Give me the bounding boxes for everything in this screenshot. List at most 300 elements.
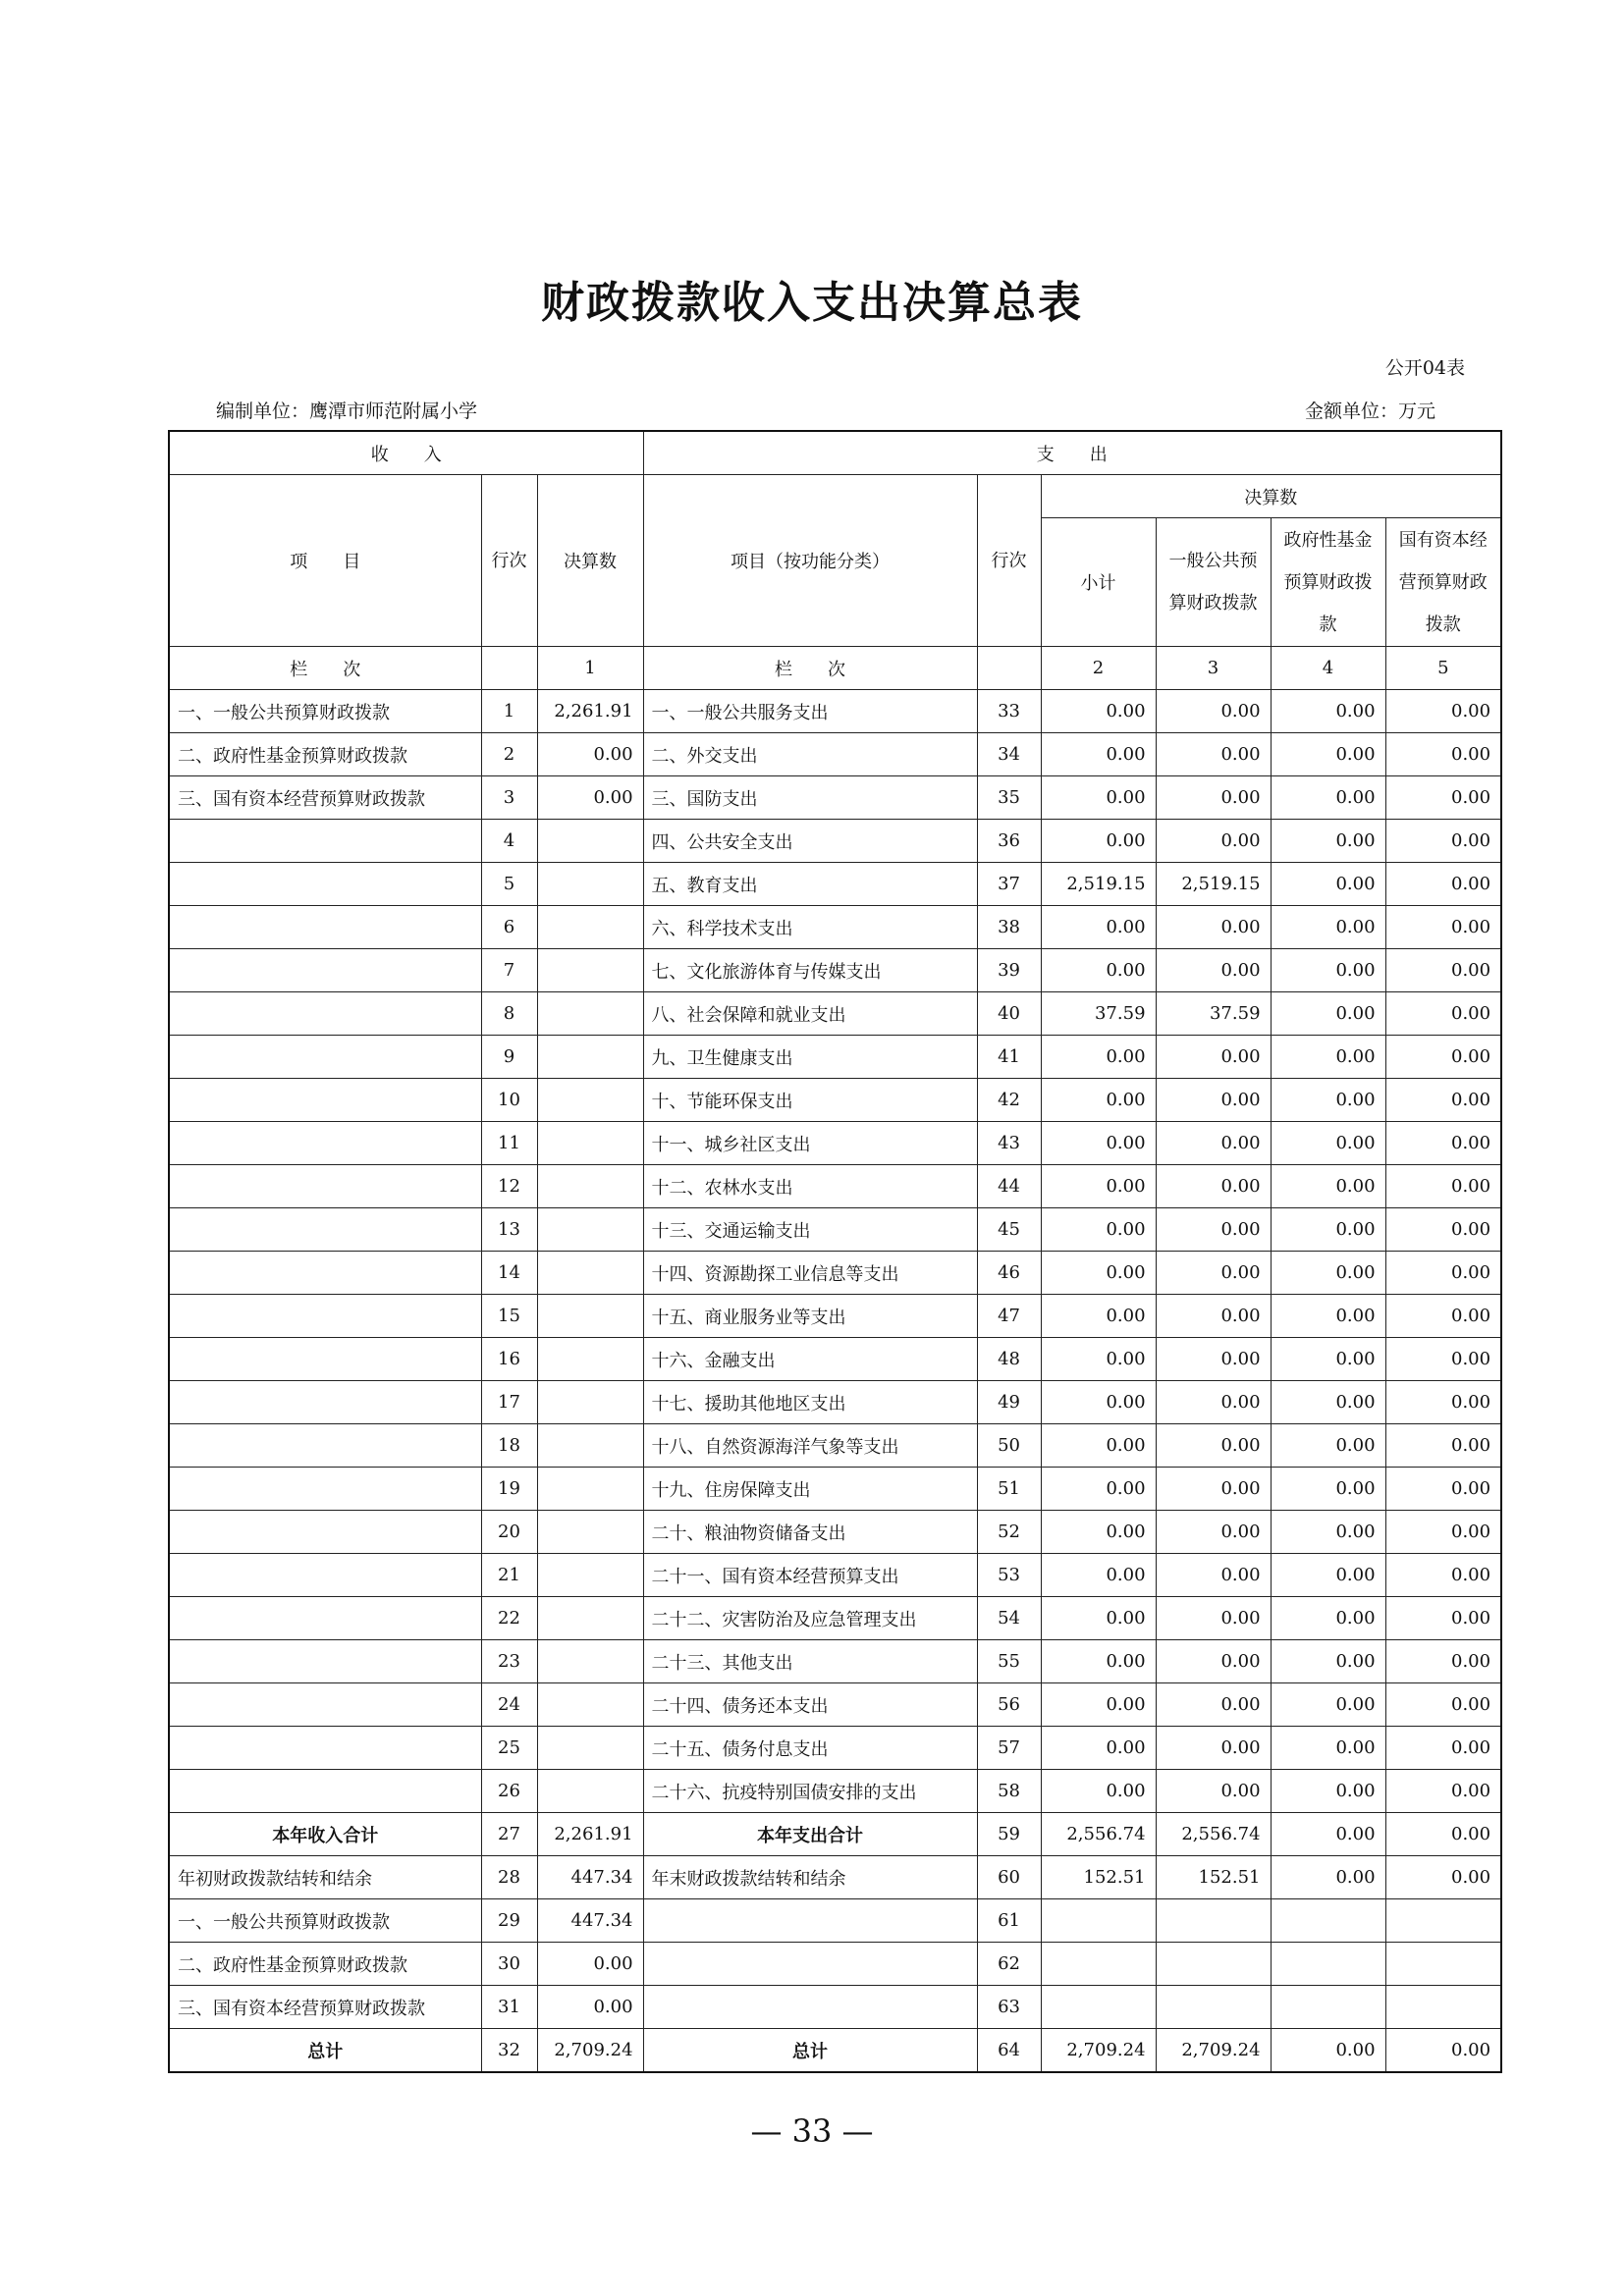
income-line-no: 1: [481, 690, 537, 733]
income-amount: [537, 1640, 643, 1683]
expense-item: 十八、自然资源海洋气象等支出: [643, 1424, 977, 1468]
subtotal-value: 0.00: [1041, 690, 1156, 733]
expense-line-no: 50: [977, 1424, 1041, 1468]
general-budget-value: 0.00: [1156, 820, 1271, 863]
lanci-col-3: 3: [1156, 647, 1271, 690]
income-item: [169, 1424, 481, 1468]
gov-fund-value: 0.00: [1271, 1856, 1385, 1899]
expense-item: 八、社会保障和就业支出: [643, 992, 977, 1036]
expense-line-no: 54: [977, 1597, 1041, 1640]
general-budget-value: 2,556.74: [1156, 1813, 1271, 1856]
income-item: [169, 1165, 481, 1208]
income-line-no: 4: [481, 820, 537, 863]
expense-item: 七、文化旅游体育与传媒支出: [643, 949, 977, 992]
gov-fund-value: 0.00: [1271, 820, 1385, 863]
expense-item: 本年支出合计: [643, 1813, 977, 1856]
income-line-no: 9: [481, 1036, 537, 1079]
gov-fund-value: 0.00: [1271, 1036, 1385, 1079]
general-budget-value: 0.00: [1156, 1727, 1271, 1770]
table-row: [169, 1554, 1501, 1597]
income-line-no: 6: [481, 906, 537, 949]
income-line-no: 17: [481, 1381, 537, 1424]
state-capital-value: 0.00: [1385, 1511, 1501, 1554]
expense-item: 九、卫生健康支出: [643, 1036, 977, 1079]
general-budget-value: 0.00: [1156, 1683, 1271, 1727]
income-line-no: 29: [481, 1899, 537, 1943]
reporting-unit: 编制单位：鹰潭市师范附属小学: [216, 400, 478, 422]
general-budget-value: 0.00: [1156, 1468, 1271, 1511]
table-row: [169, 733, 1501, 776]
expense-item: 二十、粮油物资储备支出: [643, 1511, 977, 1554]
income-amount: [537, 1554, 643, 1597]
expense-item: 十、节能环保支出: [643, 1079, 977, 1122]
income-item: [169, 1640, 481, 1683]
expense-line-no: 33: [977, 690, 1041, 733]
expense-item: 五、教育支出: [643, 863, 977, 906]
income-item: [169, 992, 481, 1036]
table-row: [169, 1381, 1501, 1424]
general-budget-value: 0.00: [1156, 1036, 1271, 1079]
subtotal-value: 0.00: [1041, 820, 1156, 863]
state-capital-value: 0.00: [1385, 690, 1501, 733]
income-item: [169, 1554, 481, 1597]
expense-item: 总计: [643, 2029, 977, 2073]
subtotal-value: 0.00: [1041, 1079, 1156, 1122]
lanci-col-1: 1: [537, 647, 643, 690]
table-row: [169, 776, 1501, 820]
gov-fund-value: [1271, 1986, 1385, 2029]
income-amount: [537, 1727, 643, 1770]
income-line-header: 行次: [481, 475, 537, 647]
expense-line-no: 52: [977, 1511, 1041, 1554]
income-line-no: 3: [481, 776, 537, 820]
gov-fund-value: [1271, 1899, 1385, 1943]
gov-fund-value: 0.00: [1271, 906, 1385, 949]
state-capital-value: 0.00: [1385, 1727, 1501, 1770]
lanci-col-2: 2: [1041, 647, 1156, 690]
form-number: 公开04表: [1384, 357, 1465, 379]
subtotal-value: [1041, 1986, 1156, 2029]
subtotal-value: 0.00: [1041, 906, 1156, 949]
income-amount: 0.00: [537, 1986, 643, 2029]
income-item: 二、政府性基金预算财政拨款: [169, 733, 481, 776]
appropriation-summary-table: [168, 430, 1502, 2073]
table-row: [169, 863, 1501, 906]
subtotal-value: 152.51: [1041, 1856, 1156, 1899]
income-line-no: 12: [481, 1165, 537, 1208]
state-capital-value: 0.00: [1385, 1424, 1501, 1468]
state-capital-value: 0.00: [1385, 949, 1501, 992]
general-budget-value: 0.00: [1156, 1252, 1271, 1295]
table-row: [169, 1208, 1501, 1252]
gov-fund-value: 0.00: [1271, 1208, 1385, 1252]
gov-fund-value: 0.00: [1271, 1165, 1385, 1208]
income-line-no: 23: [481, 1640, 537, 1683]
table-row: [169, 690, 1501, 733]
state-capital-value: 0.00: [1385, 1036, 1501, 1079]
lanci-label-2: 栏 次: [643, 647, 977, 690]
expense-item: [643, 1943, 977, 1986]
income-amount: [537, 906, 643, 949]
expense-item: 十九、住房保障支出: [643, 1468, 977, 1511]
expense-line-no: 57: [977, 1727, 1041, 1770]
subtotal-value: 0.00: [1041, 1252, 1156, 1295]
table-row: [169, 1727, 1501, 1770]
gov-fund-value: 0.00: [1271, 2029, 1385, 2073]
general-budget-value: [1156, 1986, 1271, 2029]
general-budget-header: 一般公共预算财政拨款: [1156, 518, 1271, 647]
subtotal-value: 0.00: [1041, 1295, 1156, 1338]
income-item: [169, 1079, 481, 1122]
state-capital-value: 0.00: [1385, 820, 1501, 863]
income-amount: [537, 1597, 643, 1640]
table-row: [169, 1338, 1501, 1381]
general-budget-value: 0.00: [1156, 690, 1271, 733]
expense-item: 十三、交通运输支出: [643, 1208, 977, 1252]
subtotal-value: 0.00: [1041, 1554, 1156, 1597]
income-amount: [537, 1036, 643, 1079]
expense-item-header: 项目（按功能分类）: [643, 475, 977, 647]
expense-item: 二、外交支出: [643, 733, 977, 776]
table-row: [169, 1813, 1501, 1856]
subtotal-value: 0.00: [1041, 1468, 1156, 1511]
general-budget-value: 0.00: [1156, 1770, 1271, 1813]
table-row: [169, 992, 1501, 1036]
subtotal-value: 0.00: [1041, 1683, 1156, 1727]
gov-fund-value: 0.00: [1271, 1727, 1385, 1770]
table-row: [169, 1036, 1501, 1079]
subtotal-value: 2,709.24: [1041, 2029, 1156, 2073]
income-line-no: 25: [481, 1727, 537, 1770]
gov-fund-value: 0.00: [1271, 1338, 1385, 1381]
income-item: 三、国有资本经营预算财政拨款: [169, 1986, 481, 2029]
income-line-no: 19: [481, 1468, 537, 1511]
expense-line-no: 51: [977, 1468, 1041, 1511]
income-amount: [537, 1683, 643, 1727]
table-row: [169, 1122, 1501, 1165]
income-line-no: 28: [481, 1856, 537, 1899]
income-item: [169, 906, 481, 949]
gov-fund-header: 政府性基金预算财政拨款: [1271, 518, 1385, 647]
income-line-no: 21: [481, 1554, 537, 1597]
income-line-no: 20: [481, 1511, 537, 1554]
income-item: [169, 1252, 481, 1295]
lanci-empty-2: [977, 647, 1041, 690]
expense-line-no: 43: [977, 1122, 1041, 1165]
income-line-no: 11: [481, 1122, 537, 1165]
state-capital-value: 0.00: [1385, 1295, 1501, 1338]
general-budget-value: [1156, 1899, 1271, 1943]
gov-fund-value: 0.00: [1271, 1554, 1385, 1597]
income-item: [169, 949, 481, 992]
table-row: [169, 1511, 1501, 1554]
state-capital-value: 0.00: [1385, 1683, 1501, 1727]
income-item: 一、一般公共预算财政拨款: [169, 1899, 481, 1943]
general-budget-value: 0.00: [1156, 1640, 1271, 1683]
general-budget-value: 2,519.15: [1156, 863, 1271, 906]
expense-item: 十五、商业服务业等支出: [643, 1295, 977, 1338]
income-amount: [537, 1770, 643, 1813]
subtotal-value: 0.00: [1041, 1036, 1156, 1079]
income-amount: [537, 1252, 643, 1295]
expense-line-no: 56: [977, 1683, 1041, 1727]
income-amount: [537, 992, 643, 1036]
state-capital-value: 0.00: [1385, 776, 1501, 820]
subtotal-value: 0.00: [1041, 776, 1156, 820]
table-row: [169, 949, 1501, 992]
income-amount: [537, 1424, 643, 1468]
income-line-no: 24: [481, 1683, 537, 1727]
income-item: [169, 863, 481, 906]
subtotal-value: 0.00: [1041, 1640, 1156, 1683]
state-capital-value: 0.00: [1385, 1252, 1501, 1295]
income-item: 本年收入合计: [169, 1813, 481, 1856]
general-budget-value: 0.00: [1156, 1511, 1271, 1554]
gov-fund-value: 0.00: [1271, 690, 1385, 733]
subtotal-header: 小计: [1041, 518, 1156, 647]
state-capital-value: 0.00: [1385, 1640, 1501, 1683]
income-amount: [537, 1208, 643, 1252]
gov-fund-value: 0.00: [1271, 1381, 1385, 1424]
income-amount: [537, 863, 643, 906]
income-line-no: 8: [481, 992, 537, 1036]
income-line-no: 5: [481, 863, 537, 906]
state-capital-value: 0.00: [1385, 992, 1501, 1036]
general-budget-value: 152.51: [1156, 1856, 1271, 1899]
income-amount: [537, 1381, 643, 1424]
page-number: — 33 —: [750, 2112, 874, 2150]
subtotal-value: 0.00: [1041, 1770, 1156, 1813]
income-line-no: 32: [481, 2029, 537, 2073]
gov-fund-value: 0.00: [1271, 1468, 1385, 1511]
income-line-no: 22: [481, 1597, 537, 1640]
expense-item: [643, 1899, 977, 1943]
expense-line-no: 39: [977, 949, 1041, 992]
expense-item: 二十四、债务还本支出: [643, 1683, 977, 1727]
subtotal-value: 37.59: [1041, 992, 1156, 1036]
state-capital-value: 0.00: [1385, 1079, 1501, 1122]
general-budget-value: 0.00: [1156, 906, 1271, 949]
subtotal-value: 0.00: [1041, 1208, 1156, 1252]
gov-fund-value: 0.00: [1271, 1640, 1385, 1683]
expense-line-no: 47: [977, 1295, 1041, 1338]
subtotal-value: 0.00: [1041, 1511, 1156, 1554]
income-item: 三、国有资本经营预算财政拨款: [169, 776, 481, 820]
state-capital-header: 国有资本经营预算财政拨款: [1385, 518, 1501, 647]
table-row: [169, 1295, 1501, 1338]
expense-item: 十四、资源勘探工业信息等支出: [643, 1252, 977, 1295]
amount-unit: 金额单位：万元: [1304, 400, 1435, 422]
general-budget-value: 0.00: [1156, 1424, 1271, 1468]
income-line-no: 15: [481, 1295, 537, 1338]
income-amount: [537, 1511, 643, 1554]
expense-line-no: 59: [977, 1813, 1041, 1856]
income-item: [169, 1208, 481, 1252]
table-row: [169, 1597, 1501, 1640]
income-item: [169, 1597, 481, 1640]
state-capital-value: [1385, 1943, 1501, 1986]
income-item: [169, 1338, 481, 1381]
gov-fund-value: 0.00: [1271, 1424, 1385, 1468]
income-amount: 0.00: [537, 1943, 643, 1986]
state-capital-value: 0.00: [1385, 906, 1501, 949]
table-row: [169, 1252, 1501, 1295]
expense-item: 十一、城乡社区支出: [643, 1122, 977, 1165]
general-budget-value: 0.00: [1156, 776, 1271, 820]
subtotal-value: 2,556.74: [1041, 1813, 1156, 1856]
gov-fund-value: 0.00: [1271, 1597, 1385, 1640]
gov-fund-value: 0.00: [1271, 992, 1385, 1036]
expense-line-no: 63: [977, 1986, 1041, 2029]
expense-line-no: 44: [977, 1165, 1041, 1208]
gov-fund-value: 0.00: [1271, 1122, 1385, 1165]
state-capital-value: 0.00: [1385, 1856, 1501, 1899]
page-title: 财政拨款收入支出决算总表: [541, 278, 1083, 328]
expense-item: 十二、农林水支出: [643, 1165, 977, 1208]
state-capital-value: 0.00: [1385, 1122, 1501, 1165]
state-capital-value: [1385, 1986, 1501, 2029]
income-amount-header: 决算数: [537, 475, 643, 647]
state-capital-value: [1385, 1899, 1501, 1943]
income-line-no: 14: [481, 1252, 537, 1295]
subtotal-value: 0.00: [1041, 1338, 1156, 1381]
gov-fund-value: 0.00: [1271, 1252, 1385, 1295]
income-line-no: 31: [481, 1986, 537, 2029]
expense-item: 一、一般公共服务支出: [643, 690, 977, 733]
income-item: [169, 1122, 481, 1165]
subtotal-value: 0.00: [1041, 1597, 1156, 1640]
state-capital-value: 0.00: [1385, 1770, 1501, 1813]
income-item: [169, 1770, 481, 1813]
lanci-empty: [481, 647, 537, 690]
state-capital-value: 0.00: [1385, 1597, 1501, 1640]
expense-line-no: 64: [977, 2029, 1041, 2073]
expense-line-no: 42: [977, 1079, 1041, 1122]
income-amount: [537, 820, 643, 863]
expense-line-no: 38: [977, 906, 1041, 949]
subtotal-value: 0.00: [1041, 1381, 1156, 1424]
income-amount: [537, 1122, 643, 1165]
income-amount: 0.00: [537, 733, 643, 776]
expense-line-no: 41: [977, 1036, 1041, 1079]
table-row: [169, 1424, 1501, 1468]
table-row: [169, 1856, 1501, 1899]
expense-line-no: 34: [977, 733, 1041, 776]
gov-fund-value: 0.00: [1271, 1079, 1385, 1122]
income-item: 二、政府性基金预算财政拨款: [169, 1943, 481, 1986]
state-capital-value: 0.00: [1385, 733, 1501, 776]
subtotal-value: 0.00: [1041, 1424, 1156, 1468]
expense-item: 三、国防支出: [643, 776, 977, 820]
general-budget-value: 0.00: [1156, 1122, 1271, 1165]
general-budget-value: [1156, 1943, 1271, 1986]
state-capital-value: 0.00: [1385, 1381, 1501, 1424]
expense-line-no: 49: [977, 1381, 1041, 1424]
income-amount: 0.00: [537, 776, 643, 820]
general-budget-value: 37.59: [1156, 992, 1271, 1036]
gov-fund-value: 0.00: [1271, 733, 1385, 776]
income-item: [169, 1511, 481, 1554]
income-line-no: 13: [481, 1208, 537, 1252]
income-item: 一、一般公共预算财政拨款: [169, 690, 481, 733]
income-amount: 2,261.91: [537, 1813, 643, 1856]
state-capital-value: 0.00: [1385, 2029, 1501, 2073]
income-item: [169, 1036, 481, 1079]
income-amount: 447.34: [537, 1899, 643, 1943]
general-budget-value: 0.00: [1156, 1165, 1271, 1208]
subtotal-value: [1041, 1943, 1156, 1986]
gov-fund-value: 0.00: [1271, 949, 1385, 992]
expense-line-no: 36: [977, 820, 1041, 863]
income-amount: [537, 1165, 643, 1208]
table-row: [169, 1986, 1501, 2029]
expense-item: 十七、援助其他地区支出: [643, 1381, 977, 1424]
table-row: [169, 820, 1501, 863]
income-line-no: 10: [481, 1079, 537, 1122]
subtotal-value: 0.00: [1041, 949, 1156, 992]
income-item: [169, 1727, 481, 1770]
budget-amount-header: 决算数: [1041, 475, 1501, 518]
table-row: [169, 1899, 1501, 1943]
income-amount: 447.34: [537, 1856, 643, 1899]
income-amount: [537, 949, 643, 992]
general-budget-value: 0.00: [1156, 1295, 1271, 1338]
gov-fund-value: 0.00: [1271, 1813, 1385, 1856]
income-amount: [537, 1079, 643, 1122]
general-budget-value: 0.00: [1156, 1554, 1271, 1597]
lanci-label: 栏 次: [169, 647, 481, 690]
gov-fund-value: [1271, 1943, 1385, 1986]
income-amount: 2,261.91: [537, 690, 643, 733]
expense-line-no: 58: [977, 1770, 1041, 1813]
general-budget-value: 0.00: [1156, 1208, 1271, 1252]
gov-fund-value: 0.00: [1271, 776, 1385, 820]
income-item: [169, 1295, 481, 1338]
expense-header: 支 出: [643, 431, 1501, 475]
expense-item: 十六、金融支出: [643, 1338, 977, 1381]
income-line-no: 27: [481, 1813, 537, 1856]
income-item: [169, 1468, 481, 1511]
table-row: [169, 1079, 1501, 1122]
general-budget-value: 0.00: [1156, 1338, 1271, 1381]
expense-line-no: 53: [977, 1554, 1041, 1597]
state-capital-value: 0.00: [1385, 1165, 1501, 1208]
state-capital-value: 0.00: [1385, 1813, 1501, 1856]
expense-line-no: 35: [977, 776, 1041, 820]
state-capital-value: 0.00: [1385, 1468, 1501, 1511]
subtotal-value: 0.00: [1041, 1727, 1156, 1770]
expense-item: 四、公共安全支出: [643, 820, 977, 863]
expense-line-no: 62: [977, 1943, 1041, 1986]
expense-item: 二十二、灾害防治及应急管理支出: [643, 1597, 977, 1640]
table-row: [169, 1640, 1501, 1683]
income-line-no: 18: [481, 1424, 537, 1468]
lanci-col-5: 5: [1385, 647, 1501, 690]
table-row: [169, 2029, 1501, 2073]
table-row: [169, 1165, 1501, 1208]
expense-item: 二十一、国有资本经营预算支出: [643, 1554, 977, 1597]
income-item-header: 项 目: [169, 475, 481, 647]
income-amount: 2,709.24: [537, 2029, 643, 2073]
income-item: 总计: [169, 2029, 481, 2073]
expense-line-no: 37: [977, 863, 1041, 906]
expense-item: [643, 1986, 977, 2029]
expense-line-no: 61: [977, 1899, 1041, 1943]
state-capital-value: 0.00: [1385, 863, 1501, 906]
expense-item: 二十五、债务付息支出: [643, 1727, 977, 1770]
subtotal-value: [1041, 1899, 1156, 1943]
expense-line-no: 46: [977, 1252, 1041, 1295]
